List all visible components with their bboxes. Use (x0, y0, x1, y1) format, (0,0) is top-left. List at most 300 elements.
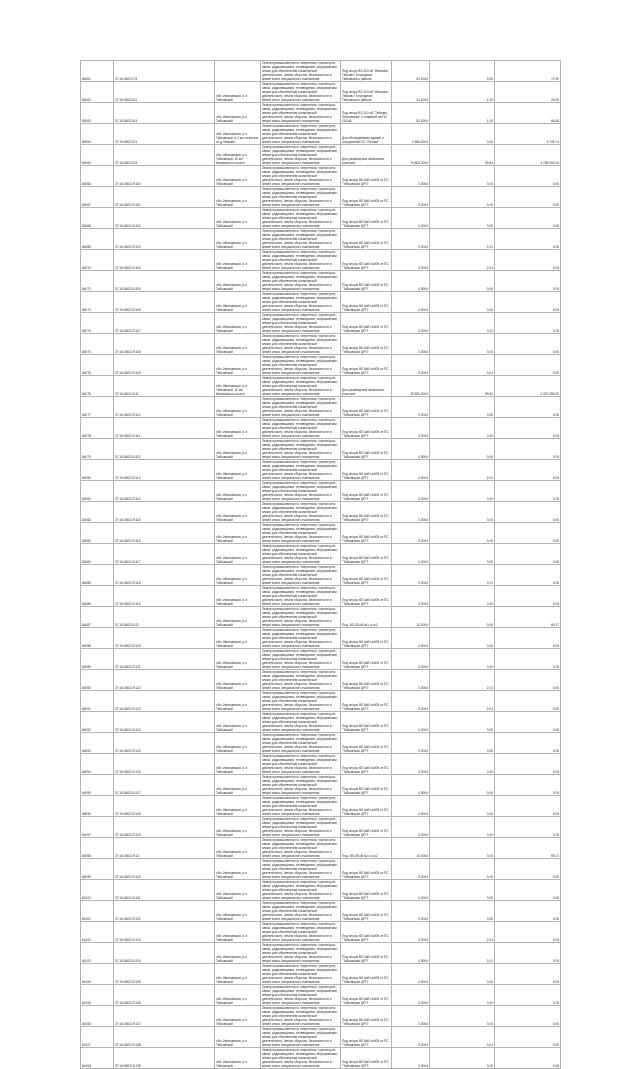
row-number: 84084 (81, 544, 114, 565)
land-category: Земли промышленности, энергетики, транспорта, связи, радиовещания, телевидения, информатики, земли для обеспечения космической деятельности, земли обороны, безопасности и земли иного специального назначения (261, 775, 341, 796)
permitted-use: Под опоры ВЛ-6кВ №605 от ПС "Тейковская ЦРП" (341, 586, 392, 607)
specific-value: 0,00 (430, 397, 495, 418)
table-row (81, 313, 561, 334)
row-number: 84108 (81, 1048, 114, 1069)
plot-area: 0,0004 (392, 733, 430, 754)
table-row (81, 1006, 561, 1027)
permitted-use: Под опоры ВЛ-6кВ №605 от ПС "Тейковская ЦРП" (341, 208, 392, 229)
plot-area: 0,0004 (392, 922, 430, 943)
cadastral-number: 37:16:060219:130 (114, 859, 215, 880)
cadastral-value: 0,05 (495, 397, 561, 418)
permitted-use: Под опоры ВЛ-6кВ №605 от ПС "Тейковская ЦРП" (341, 397, 392, 418)
plot-location: обл. Ивановская, р-н Тейковский (215, 544, 261, 565)
row-number: 84092 (81, 712, 114, 733)
land-category: Земли промышленности, энергетики, транспорта, связи, радиовещания, телевидения, информатики, земли для обеспечения космической деятельности, земли обороны, безопасности и земли иного специального назначения (261, 607, 341, 628)
plot-area: 0,0004 (392, 943, 430, 964)
plot-area: 0,0004 (392, 397, 430, 418)
row-number: 84087 (81, 607, 114, 628)
specific-value: 0,00 (430, 964, 495, 985)
plot-area: 0,0004 (392, 565, 430, 586)
row-number: 84079 (81, 439, 114, 460)
land-category: Земли промышленности, энергетики, транспорта, связи, радиовещания, телевидения, информатики, земли для обеспечения космической деятельности, земли обороны, безопасности и земли иного специального назначения (261, 796, 341, 817)
cadastral-value: 0,05 (495, 271, 561, 292)
permitted-use: Под опору ВЛ-110 кВ "Тейково-Петровская" с отпайкой на ПС 110 кВ (341, 103, 392, 124)
plot-area: 0,0004 (392, 418, 430, 439)
cadastral-value: 0,05 (495, 460, 561, 481)
plot-location: обл. Ивановская, р-н Тейковский (215, 586, 261, 607)
plot-location: обл. Ивановская, р-н Тейковский (215, 649, 261, 670)
plot-location: обл. Ивановская, р-н Тейковский (215, 901, 261, 922)
cadastral-number: 37:16:060219:100 (114, 166, 215, 187)
land-category: Земли промышленности, энергетики, транспорта, связи, радиовещания, телевидения, информатики, земли для обеспечения космической деятельности, земли обороны, безопасности и земли иного специального назначения (261, 628, 341, 649)
specific-value: 59,84 (430, 376, 495, 397)
specific-value: 0,00 (430, 292, 495, 313)
table-body (81, 61, 561, 1069)
plot-area: 0,0004 (392, 964, 430, 985)
row-number: 84080 (81, 460, 114, 481)
row-number: 84077 (81, 397, 114, 418)
plot-location: обл. Ивановская, р-н Тейковский (215, 1006, 261, 1027)
table-row (81, 691, 561, 712)
permitted-use: Под опоры ВЛ-6кВ №605 от ПС "Тейковская ЦРП" (341, 250, 392, 271)
row-number: 84107 (81, 1027, 114, 1048)
land-category: Земли промышленности, энергетики, транспорта, связи, радиовещания, телевидения, информатики, земли для обеспечения космической деятельности, земли обороны, безопасности и земли иного специального назначения (261, 460, 341, 481)
cadastral-value: 0,05 (495, 670, 561, 691)
land-category: Земли промышленности, энергетики, транспорта, связи, радиовещания, телевидения, информатики, земли для обеспечения космической деятельности, земли обороны, безопасности и земли иного специального назначения (261, 670, 341, 691)
plot-area: 0,0004 (392, 754, 430, 775)
row-number: 84097 (81, 817, 114, 838)
cadastral-value: 0,05 (495, 796, 561, 817)
plot-area: 0,0004 (392, 502, 430, 523)
cadastral-value: 0,05 (495, 691, 561, 712)
cadastral-number: 37:16:060219:112 (114, 439, 215, 460)
row-number: 84082 (81, 502, 114, 523)
plot-location: обл. Ивановская, р-н Тейковский (215, 481, 261, 502)
specific-value: 0,00 (430, 166, 495, 187)
row-number: 84063 (81, 103, 114, 124)
cadastral-value: 0,05 (495, 355, 561, 376)
table-row (81, 460, 561, 481)
cadastral-number: 37:16:060219:117 (114, 544, 215, 565)
land-category: Земли промышленности, энергетики, транспорта, связи, радиовещания, телевидения, информатики, земли для обеспечения космической деятельности, земли обороны, безопасности и земли иного специального назначения (261, 985, 341, 1006)
table-row (81, 880, 561, 901)
cadastral-number: 37:16:060219:111 (114, 418, 215, 439)
plot-area: 0,0004 (392, 208, 430, 229)
table-row (81, 376, 561, 397)
plot-area: 0,0004 (392, 775, 430, 796)
land-category: Земли промышленности, энергетики, транспорта, связи, радиовещания, телевидения, информатики, земли для обеспечения космической деятельности, земли обороны, безопасности и земли иного специального назначения (261, 565, 341, 586)
cadastral-value: 0,05 (495, 418, 561, 439)
row-number: 84099 (81, 859, 114, 880)
specific-value: 2,01 (430, 229, 495, 250)
specific-value: 2,01 (430, 250, 495, 271)
land-category: Земли промышленности, энергетики, транспорта, связи, радиовещания, телевидения, информатики, земли для обеспечения космической деятельности, земли обороны, безопасности и земли иного специального назначения (261, 754, 341, 775)
land-category: Земли промышленности, энергетики, транспорта, связи, радиовещания, телевидения, информатики, земли для обеспечения космической деятельности, земли обороны, безопасности и земли иного специального назначения (261, 880, 341, 901)
row-number: 84065 (81, 145, 114, 166)
plot-location: обл. Ивановская, р-н Тейковский, 10 км Ивановского шоссе (215, 376, 261, 397)
land-category: Земли промышленности, энергетики, транспорта, связи, радиовещания, телевидения, информатики, земли для обеспечения космической деятельности, земли обороны, безопасности и земли иного специального назначения (261, 859, 341, 880)
table-row (81, 628, 561, 649)
table-row (81, 187, 561, 208)
plot-location: обл. Ивановская, р-н Тейковский (215, 334, 261, 355)
cadastral-value: 25,00 (495, 82, 561, 103)
table-row (81, 670, 561, 691)
table-row (81, 901, 561, 922)
land-category: Земли промышленности, энергетики, транспорта, связи, радиовещания, телевидения, информатики, земли для обеспечения космической деятельности, земли обороны, безопасности и земли иного специального назначения (261, 1006, 341, 1027)
plot-area: 0,0004 (392, 859, 430, 880)
permitted-use: Под опоры ВЛ-6кВ №605 от ПС "Тейковская ЦРП" (341, 439, 392, 460)
plot-location: обл. Ивановская, р-н Тейковский (215, 922, 261, 943)
land-category: Земли промышленности, энергетики, транспорта, связи, радиовещания, телевидения, информатики, земли для обеспечения космической деятельности, земли обороны, безопасности и земли иного специального назначения (261, 334, 341, 355)
cadastral-number: 37:16:060219:134 (114, 943, 215, 964)
row-number: 84069 (81, 229, 114, 250)
row-number: 84104 (81, 964, 114, 985)
cadastral-number: 37:16:060219:11 (114, 376, 215, 397)
specific-value: 0,00 (430, 880, 495, 901)
specific-value: 0,00 (430, 481, 495, 502)
permitted-use: Для обслуживания зданий и сооружений ПС "Лесная" (341, 124, 392, 145)
table-row (81, 775, 561, 796)
cadastral-number: 37:16:060217:8 (114, 61, 215, 82)
specific-value: 0,00 (430, 754, 495, 775)
permitted-use: Под опору ВЛ-110 кВ "Иваново-Тейково" в пределах Тейковского района (341, 61, 392, 82)
land-category: Земли промышленности, энергетики, транспорта, связи, радиовещания, телевидения, информатики, земли для обеспечения космической деятельности, земли обороны, безопасности и земли иного специального назначения (261, 523, 341, 544)
permitted-use: Под опоры ВЛ-6кВ №605 от ПС "Тейковская ЦРП" (341, 733, 392, 754)
cadastral-number: 37:16:060219:138 (114, 1027, 215, 1048)
cadastral-value: 0,05 (495, 187, 561, 208)
permitted-use: Под опоры ВЛ-6кВ №605 от ПС "Тейковская ЦРП" (341, 523, 392, 544)
cadastral-value: 0,05 (495, 880, 561, 901)
plot-location (215, 61, 261, 82)
cadastral-number: 37:16:060219:121 (114, 649, 215, 670)
plot-area: 0,0004 (392, 628, 430, 649)
row-number: 84091 (81, 691, 114, 712)
plot-area: 0,0004 (392, 481, 430, 502)
table-row (81, 523, 561, 544)
cadastral-value: 0,05 (495, 313, 561, 334)
cadastral-value: 0,05 (495, 166, 561, 187)
cadastral-number: 37:16:060219:113 (114, 460, 215, 481)
plot-location: обл. Ивановская, р-н Тейковский (215, 460, 261, 481)
row-number: 84083 (81, 523, 114, 544)
table-row (81, 145, 561, 166)
permitted-use: Под опоры ВЛ-6кВ №605 от ПС "Тейковская ЦРП" (341, 502, 392, 523)
plot-area: 0,0004 (392, 880, 430, 901)
cadastral-number: 37:16:060219:136 (114, 985, 215, 1006)
cadastral-value: 0,05 (495, 208, 561, 229)
plot-location: обл. Ивановская, р-н Тейковский (215, 607, 261, 628)
specific-value: 0,00 (430, 124, 495, 145)
plot-area: 0,0004 (392, 691, 430, 712)
permitted-use: Под опоры ВЛ-6кВ №605 от ПС "Тейковская ЦРП" (341, 628, 392, 649)
cadastral-value: 5.745,74 (495, 124, 561, 145)
permitted-use: Под опоры ВЛ-6кВ №605 от ПС "Тейковская ЦРП" (341, 565, 392, 586)
cadastral-number: 37:16:060219:107 (114, 313, 215, 334)
plot-area: 0,0004 (392, 817, 430, 838)
land-category: Земли промышленности, энергетики, транспорта, связи, радиовещания, телевидения, информатики, земли для обеспечения космической деятельности, земли обороны, безопасности и земли иного специального назначения (261, 586, 341, 607)
plot-area: 10,0004 (392, 607, 430, 628)
cadastral-value: 0,05 (495, 481, 561, 502)
table-row (81, 355, 561, 376)
plot-location: обл. Ивановская, р-н Тейковский (215, 208, 261, 229)
specific-value: 0,00 (430, 733, 495, 754)
permitted-use: Под опоры ВЛ-6кВ №605 от ПС "Тейковская ЦРП" (341, 901, 392, 922)
permitted-use: Под опоры ВЛ-6кВ №605 от ПС "Тейковская ЦРП" (341, 313, 392, 334)
cadastral-number: 37:16:060219:129 (114, 817, 215, 838)
table-row (81, 607, 561, 628)
cadastral-number: 37:16:060219:126 (114, 754, 215, 775)
row-number: 84062 (81, 82, 114, 103)
plot-area: 0,0004 (392, 523, 430, 544)
land-category: Земли промышленности, энергетики, транспорта, связи, радиовещания, телевидения, информатики, земли для обеспечения космической деятельности, земли обороны, безопасности и земли иного специального назначения (261, 901, 341, 922)
cadastral-number: 37:16:060219:125 (114, 733, 215, 754)
land-category: Земли промышленности, энергетики, транспорта, связи, радиовещания, телевидения, информатики, земли для обеспечения космической деятельности, земли обороны, безопасности и земли иного специального назначения (261, 166, 341, 187)
cadastral-value: 0,05 (495, 1006, 561, 1027)
land-category: Земли промышленности, энергетики, транспорта, связи, радиовещания, телевидения, информатики, земли для обеспечения космической деятельности, земли обороны, безопасности и земли иного специального назначения (261, 439, 341, 460)
cadastral-number: 37:16:060219:115 (114, 502, 215, 523)
cadastral-number: 37:16:060219:109 (114, 355, 215, 376)
cadastral-value: 0,05 (495, 649, 561, 670)
land-category: Земли промышленности, энергетики, транспорта, связи, радиовещания, телевидения, информатики, земли для обеспечения космической деятельности, земли обороны, безопасности и земли иного специального назначения (261, 691, 341, 712)
plot-location: обл. Ивановская, р-н Тейковский (215, 775, 261, 796)
specific-value: 2,01 (430, 691, 495, 712)
permitted-use: Под опоры ВЛ-6кВ №605 от ПС "Тейковская ЦРП" (341, 964, 392, 985)
table-row (81, 943, 561, 964)
cadastral-number: 37:16:060219:1 (114, 124, 215, 145)
specific-value: 0,00 (430, 208, 495, 229)
cadastral-value: 0,05 (495, 817, 561, 838)
plot-area: 81,0004 (392, 61, 430, 82)
plot-location: обл. Ивановская, р-н Тейковский (215, 82, 261, 103)
permitted-use: Под опоры ВЛ-6кВ №605 от ПС "Тейковская ЦРП" (341, 1027, 392, 1048)
permitted-use: Под опоры ВЛ-6кВ №605 от ПС "Тейковская ЦРП" (341, 166, 392, 187)
cadastral-value: 0,05 (495, 1027, 561, 1048)
permitted-use: Под опоры ВЛ-6кВ №605 от ПС "Тейковская ЦРП" (341, 1048, 392, 1069)
cadastral-number: 37:16:060219:124 (114, 712, 215, 733)
row-number: 84105 (81, 985, 114, 1006)
permitted-use: Под опоры ВЛ-6кВ №605 от ПС "Тейковская ЦРП" (341, 355, 392, 376)
plot-location: обл. Ивановская, р-н Тейковский (215, 880, 261, 901)
specific-value: 0,00 (430, 649, 495, 670)
land-category: Земли промышленности, энергетики, транспорта, связи, радиовещания, телевидения, информатики, земли для обеспечения космической деятельности, земли обороны, безопасности и земли иного специального назначения (261, 964, 341, 985)
plot-location: обл. Ивановская, р-н Тейковский (215, 166, 261, 187)
permitted-use: Для размещения земельных участков (341, 145, 392, 166)
table-row (81, 250, 561, 271)
cadastral-value: 2.057.256,00 (495, 376, 561, 397)
specific-value: 2,01 (430, 943, 495, 964)
row-number: 84070 (81, 250, 114, 271)
row-number: 84095 (81, 775, 114, 796)
plot-location: обл. Ивановская, р-н Тейковский (215, 187, 261, 208)
land-category: Земли промышленности, энергетики, транспорта, связи, радиовещания, телевидения, информатики, земли для обеспечения космической деятельности, земли обороны, безопасности и земли иного специального назначения (261, 544, 341, 565)
plot-location: обл. Ивановская, р-н Тейковский (215, 523, 261, 544)
table-row (81, 922, 561, 943)
table-row (81, 859, 561, 880)
plot-area: 0,0004 (392, 586, 430, 607)
row-number: 84066 (81, 166, 114, 187)
permitted-use: Под опоры ВЛ-6кВ №605 от ПС "Тейковская ЦРП" (341, 775, 392, 796)
plot-location: обл. Ивановская, р-н Тейковский (215, 1027, 261, 1048)
land-category: Земли промышленности, энергетики, транспорта, связи, радиовещания, телевидения, информатики, земли для обеспечения космической деятельности, земли обороны, безопасности и земли иного специального назначения (261, 397, 341, 418)
plot-location: обл. Ивановская, р-н Тейковский (215, 418, 261, 439)
row-number: 84068 (81, 208, 114, 229)
plot-area: 35,800,0004 (392, 376, 430, 397)
land-category: Земли промышленности, энергетики, транспорта, связи, радиовещания, телевидения, информатики, земли для обеспечения космической деятельности, земли обороны, безопасности и земли иного специального назначения (261, 313, 341, 334)
table-row (81, 82, 561, 103)
plot-location: обл. Ивановская, р-н Тейковский (215, 313, 261, 334)
table-row (81, 565, 561, 586)
permitted-use: Под опоры ВЛ-6кВ №605 от ПС "Тейковская ЦРП" (341, 418, 392, 439)
plot-location: обл. Ивановская, р-н Тейковский (215, 754, 261, 775)
land-category: Земли промышленности, энергетики, транспорта, связи, радиовещания, телевидения, информатики, земли для обеспечения космической деятельности, земли обороны, безопасности и земли иного специального назначения (261, 838, 341, 859)
row-number: 84072 (81, 292, 114, 313)
cadastral-number: 37:16:060219:119 (114, 586, 215, 607)
plot-location: обл. Ивановская, р-н Тейковский (215, 271, 261, 292)
plot-location: обл. Ивановская, р-н Тейковский (215, 733, 261, 754)
cadastral-value: 0,05 (495, 985, 561, 1006)
plot-area: 31,0004 (392, 82, 430, 103)
cadastral-value: 0,05 (495, 250, 561, 271)
specific-value: 0,00 (430, 586, 495, 607)
permitted-use: Под опоры ВЛ-6кВ №605 от ПС "Тейковская ЦРП" (341, 796, 392, 817)
cadastral-value: 0,05 (495, 229, 561, 250)
specific-value: 0,00 (430, 901, 495, 922)
specific-value: 0,00 (430, 334, 495, 355)
permitted-use: Под. ВЛ-35 кВ №1 и №2 (341, 607, 392, 628)
specific-value: 0,00 (430, 502, 495, 523)
plot-area: 0,0004 (392, 796, 430, 817)
plot-location: обл. Ивановская, р-н Тейковский (215, 250, 261, 271)
land-category: Земли промышленности, энергетики, транспорта, связи, радиовещания, телевидения, информатики, земли для обеспечения космической деятельности, земли обороны, безопасности и земли иного специального назначения (261, 922, 341, 943)
cadastral-value: 72,90 (495, 61, 561, 82)
specific-value: 2,01 (430, 922, 495, 943)
plot-location: обл. Ивановская, р-н Тейковский (215, 292, 261, 313)
table-row (81, 439, 561, 460)
land-plots-table (80, 60, 561, 1069)
plot-location: обл. Ивановская, р-н Тейковский (215, 796, 261, 817)
cadastral-value: 0,05 (495, 544, 561, 565)
permitted-use: Под опоры ВЛ-6кВ №605 от ПС "Тейковская ЦРП" (341, 691, 392, 712)
plot-area: 0,0004 (392, 229, 430, 250)
row-number: 84096 (81, 796, 114, 817)
table-row (81, 754, 561, 775)
plot-location: обл. Ивановская, р-н Тейковский (215, 712, 261, 733)
table-row (81, 166, 561, 187)
permitted-use: Под опоры ВЛ-6кВ №605 от ПС "Тейковская ЦРП" (341, 292, 392, 313)
cadastral-number: 37:16:060219:104 (114, 250, 215, 271)
cadastral-number: 37:16:060219:3 (114, 145, 215, 166)
permitted-use: Под опоры ВЛ-6кВ №605 от ПС "Тейковская ЦРП" (341, 187, 392, 208)
cadastral-value: 68,45 (495, 103, 561, 124)
land-category: Земли промышленности, энергетики, транспорта, связи, радиовещания, телевидения, информатики, земли для обеспечения космической деятельности, земли обороны, безопасности и земли иного специального назначения (261, 376, 341, 397)
specific-value: 0,01 (430, 355, 495, 376)
row-number: 84071 (81, 271, 114, 292)
table-row (81, 964, 561, 985)
table-row (81, 334, 561, 355)
table-row (81, 712, 561, 733)
plot-area: 0,0004 (392, 439, 430, 460)
specific-value: 0,00 (430, 523, 495, 544)
plot-area: 10,0004 (392, 838, 430, 859)
permitted-use: Под опоры ВЛ-6кВ №605 от ПС "Тейковская ЦРП" (341, 922, 392, 943)
plot-area: 0,0004 (392, 670, 430, 691)
plot-area: 0,0004 (392, 649, 430, 670)
row-number: 84090 (81, 670, 114, 691)
table-row (81, 397, 561, 418)
table-row (81, 838, 561, 859)
table-row (81, 796, 561, 817)
plot-location: обл. Ивановская, р-н Тейковский (215, 502, 261, 523)
row-number: 84064 (81, 124, 114, 145)
specific-value: 2,01 (430, 670, 495, 691)
row-number: 84067 (81, 187, 114, 208)
cadastral-number: 37:16:060219:12 (114, 607, 215, 628)
plot-location: обл. Ивановская, р-н Тейковский (215, 817, 261, 838)
plot-area: 0,0004 (392, 313, 430, 334)
permitted-use: Для размещения земельных участков (341, 376, 392, 397)
table-row (81, 544, 561, 565)
plot-area: 0,0004 (392, 460, 430, 481)
cadastral-value: 0,05 (495, 964, 561, 985)
plot-location: обл. Ивановская, р-н Тейковский (215, 1048, 261, 1069)
specific-value: 0,00 (430, 607, 495, 628)
row-number: 84106 (81, 1006, 114, 1027)
plot-location: обл. Ивановская, р-н Тейковский (215, 628, 261, 649)
specific-value: 0,00 (430, 1048, 495, 1069)
specific-value: 0,00 (430, 628, 495, 649)
table-row (81, 292, 561, 313)
row-number: 84093 (81, 733, 114, 754)
land-category: Земли промышленности, энергетики, транспорта, связи, радиовещания, телевидения, информатики, земли для обеспечения космической деятельности, земли обороны, безопасности и земли иного специального назначения (261, 82, 341, 103)
specific-value: 2,01 (430, 460, 495, 481)
row-number: 84101 (81, 901, 114, 922)
table-row (81, 649, 561, 670)
land-category: Земли промышленности, энергетики, транспорта, связи, радиовещания, телевидения, информатики, земли для обеспечения космической деятельности, земли обороны, безопасности и земли иного специального назначения (261, 292, 341, 313)
permitted-use: Под опоры ВЛ-6кВ №605 от ПС "Тейковская ЦРП" (341, 271, 392, 292)
permitted-use: Под опоры ВЛ-6кВ №605 от ПС "Тейковская ЦРП" (341, 334, 392, 355)
cadastral-number: 37:16:060219:101 (114, 187, 215, 208)
cadastral-number: 37:16:060219:105 (114, 271, 215, 292)
specific-value: 1,00 (430, 82, 495, 103)
permitted-use: Под опоры ВЛ-6кВ №605 от ПС "Тейковская ЦРП" (341, 670, 392, 691)
table-row (81, 61, 561, 82)
table-row (81, 586, 561, 607)
plot-location: обл. Ивановская, р-н Тейковский (215, 838, 261, 859)
plot-location: обл. Ивановская, р-н Тейковский (215, 229, 261, 250)
row-number: 84098 (81, 838, 114, 859)
cadastral-value: 0,05 (495, 439, 561, 460)
cadastral-number: 37:16:060219:137 (114, 1006, 215, 1027)
plot-location: обл. Ивановская, р-н Тейковский (215, 859, 261, 880)
row-number: 84073 (81, 313, 114, 334)
permitted-use: Под опоры ВЛ-6кВ №605 от ПС "Тейковская ЦРП" (341, 943, 392, 964)
permitted-use: Под опоры ВЛ-6кВ №605 от ПС "Тейковская ЦРП" (341, 817, 392, 838)
plot-location: обл. Ивановская, р-н Тейковский (215, 439, 261, 460)
row-number: 84100 (81, 880, 114, 901)
permitted-use: Под опоры ВЛ-6кВ №605 от ПС "Тейковская ЦРП" (341, 649, 392, 670)
plot-location: обл. Ивановская, р-н Тейковский (215, 670, 261, 691)
cadastral-value: 0,05 (495, 754, 561, 775)
row-number: 84089 (81, 649, 114, 670)
cadastral-number: 37:16:060219:120 (114, 628, 215, 649)
table-row (81, 418, 561, 439)
land-category: Земли промышленности, энергетики, транспорта, связи, радиовещания, телевидения, информатики, земли для обеспечения космической деятельности, земли обороны, безопасности и земли иного специального назначения (261, 481, 341, 502)
specific-value: 0,00 (430, 1006, 495, 1027)
plot-area: 0,0004 (392, 271, 430, 292)
table-row (81, 271, 561, 292)
plot-location: обл. Ивановская, р-н Тейковский (215, 964, 261, 985)
specific-value: 0,01 (430, 565, 495, 586)
